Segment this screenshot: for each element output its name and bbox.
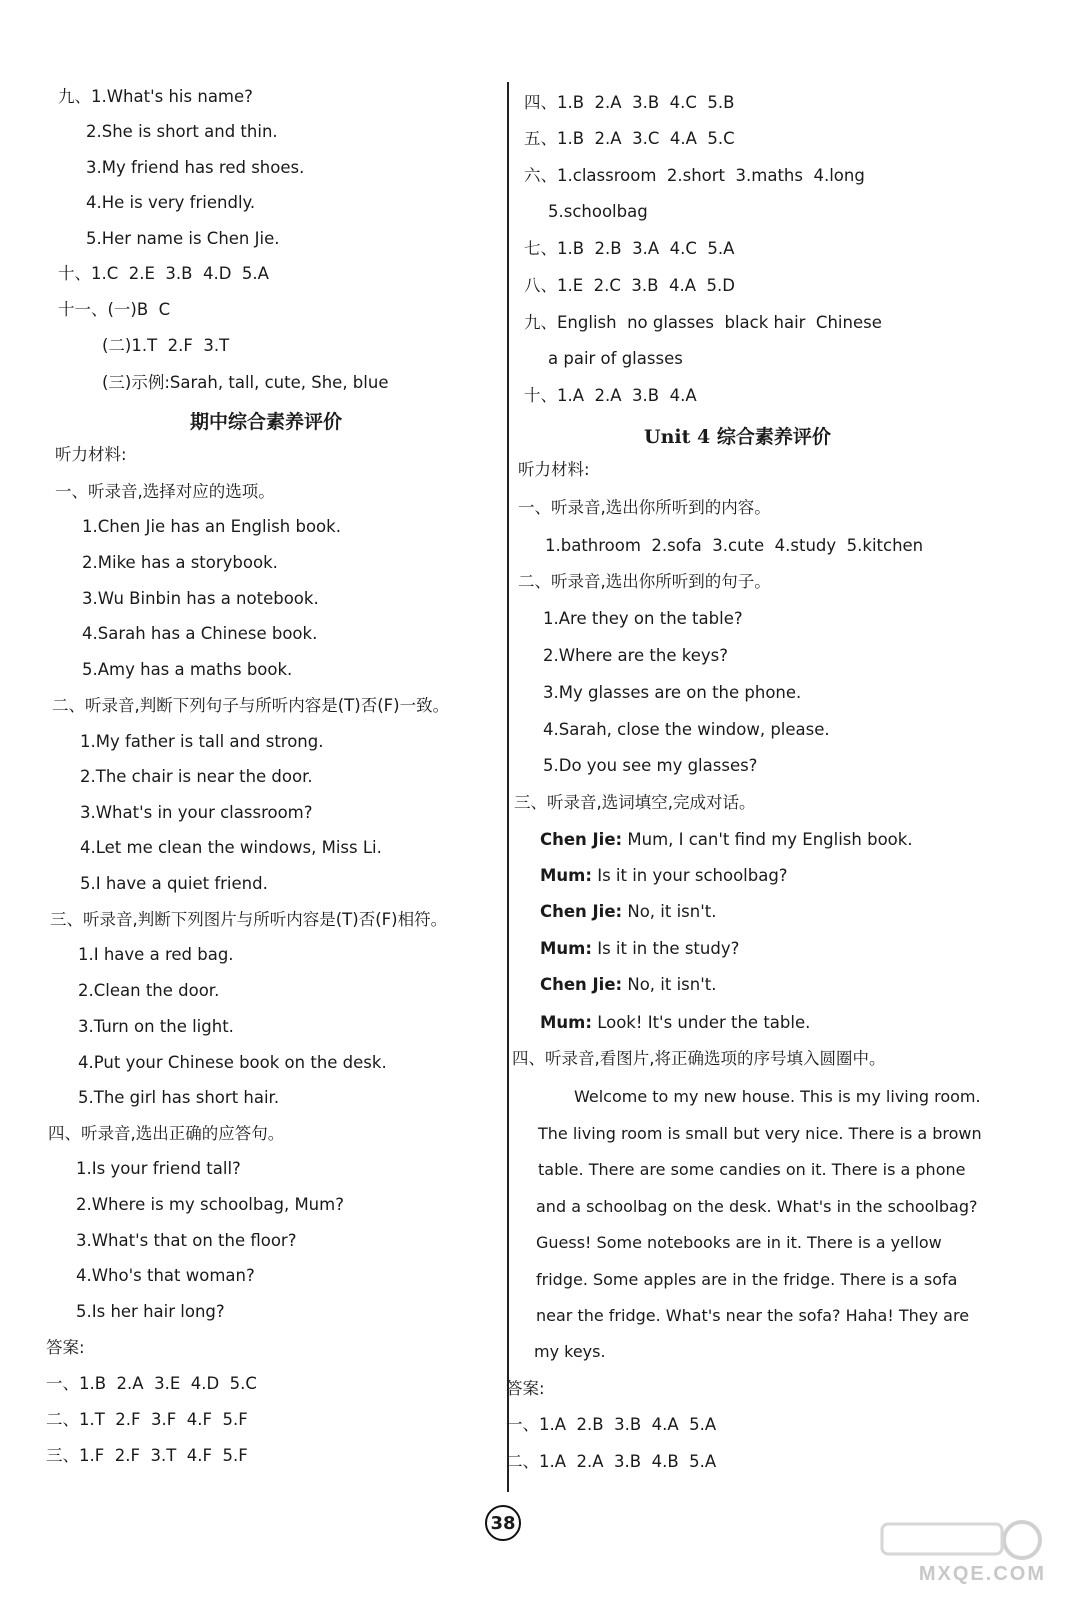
text-line: 2.She is short and thin. bbox=[86, 122, 278, 141]
text-line: 4.Who's that woman? bbox=[76, 1266, 255, 1285]
text-line: 1.Chen Jie has an English book. bbox=[82, 517, 341, 536]
text-line: 1.bathroom 2.sofa 3.cute 4.study 5.kitchen bbox=[545, 536, 924, 555]
answer-line: 5.schoolbag bbox=[548, 202, 648, 221]
answer-line: a pair of glasses bbox=[548, 349, 683, 368]
text-line: 答案: bbox=[46, 1338, 85, 1357]
passage-line: fridge. Some apples are in the fridge. There is a sofa bbox=[536, 1270, 958, 1289]
passage-line: my keys. bbox=[534, 1342, 606, 1361]
text-line: 1.My father is tall and strong. bbox=[80, 732, 324, 751]
text-line: 2.Where is my schoolbag, Mum? bbox=[76, 1195, 344, 1214]
text-line: 5.I have a quiet friend. bbox=[80, 874, 268, 893]
text-line: 5.Is her hair long? bbox=[76, 1302, 225, 1321]
text-line: 4.Put your Chinese book on the desk. bbox=[78, 1053, 387, 1072]
answer-line: 四、1.B 2.A 3.B 4.C 5.B bbox=[524, 93, 735, 112]
dialogue-line bbox=[540, 938, 739, 960]
answer-line: 三、1.F 2.F 3.T 4.F 5.F bbox=[46, 1446, 248, 1465]
text-line: 4.Sarah has a Chinese book. bbox=[82, 624, 318, 643]
section-heading: 期中综合素养评价 bbox=[190, 411, 343, 433]
text-line: 二、听录音,选出你所听到的句子。 bbox=[518, 572, 771, 591]
answer-line: 一、1.B 2.A 3.E 4.D 5.C bbox=[46, 1374, 257, 1393]
text-line: 2.Clean the door. bbox=[78, 981, 220, 1000]
page-number: 38 bbox=[485, 1505, 521, 1541]
text-line: 九、1.What's his name? bbox=[58, 87, 253, 106]
text-line: 3.What's in your classroom? bbox=[80, 803, 313, 822]
text-line: 1.Is your friend tall? bbox=[76, 1159, 241, 1178]
text-line: 3.My friend has red shoes. bbox=[86, 158, 305, 177]
dialogue-line bbox=[540, 865, 788, 887]
text-line: 一、听录音,选出你所听到的内容。 bbox=[518, 498, 771, 517]
answer-line: 七、1.B 2.B 3.A 4.C 5.A bbox=[524, 239, 735, 258]
speaker: Mum: bbox=[540, 866, 592, 885]
text-line: 3.My glasses are on the phone. bbox=[543, 683, 802, 702]
text-line: (二)1.T 2.F 3.T bbox=[102, 336, 230, 355]
text-line: 一、听录音,选择对应的选项。 bbox=[55, 482, 275, 501]
speaker: Mum: bbox=[540, 1013, 592, 1032]
answer-line: 八、1.E 2.C 3.B 4.A 5.D bbox=[524, 276, 735, 295]
text-line: 十、1.C 2.E 3.B 4.D 5.A bbox=[58, 264, 269, 283]
speaker: Mum: bbox=[540, 939, 592, 958]
text-line: 4.Sarah, close the window, please. bbox=[543, 720, 830, 739]
text-line: 4.Let me clean the windows, Miss Li. bbox=[80, 838, 382, 857]
answer-line: 五、1.B 2.A 3.C 4.A 5.C bbox=[524, 129, 735, 148]
text-line: 4.He is very friendly. bbox=[86, 193, 256, 212]
text-line: 3.What's that on the floor? bbox=[76, 1231, 297, 1250]
answer-line: 九、English no glasses black hair Chinese bbox=[524, 313, 882, 332]
answer-line: 十、1.A 2.A 3.B 4.A bbox=[524, 386, 697, 405]
watermark-text: MXQE.COM bbox=[918, 1563, 1046, 1585]
text-line: 3.Wu Binbin has a notebook. bbox=[82, 589, 319, 608]
answer-line: 一、1.A 2.B 3.B 4.A 5.A bbox=[506, 1415, 717, 1434]
text-line: 2.Where are the keys? bbox=[543, 646, 728, 665]
speaker: Chen Jie: bbox=[540, 902, 623, 921]
text-line: 答案: bbox=[506, 1379, 545, 1398]
text-line: 5.Her name is Chen Jie. bbox=[86, 229, 280, 248]
section-heading: Unit 4 综合素养评价 bbox=[644, 426, 831, 448]
speaker: Chen Jie: bbox=[540, 830, 623, 849]
text-line: 2.The chair is near the door. bbox=[80, 767, 313, 786]
text-line: 二、听录音,判断下列句子与所听内容是(T)否(F)一致。 bbox=[52, 696, 450, 715]
text-line: 十一、(一)B C bbox=[58, 300, 171, 319]
text-line: 5.The girl has short hair. bbox=[78, 1088, 280, 1107]
utterance: Look! It's under the table. bbox=[591, 1013, 811, 1032]
passage-line: near the fridge. What's near the sofa? Haha! They are bbox=[536, 1306, 970, 1325]
speaker: Chen Jie: bbox=[540, 975, 623, 994]
utterance: No, it isn't. bbox=[622, 975, 717, 994]
dialogue-line bbox=[540, 974, 716, 996]
dialogue-line bbox=[540, 901, 716, 923]
text-line: 3.Turn on the light. bbox=[78, 1017, 234, 1036]
text-line: 四、听录音,看图片,将正确选项的序号填入圆圈中。 bbox=[512, 1049, 886, 1068]
passage-line: table. There are some candies on it. There is a phone bbox=[538, 1160, 966, 1179]
utterance: Is it in the study? bbox=[591, 939, 740, 958]
passage-line: and a schoolbag on the desk. What's in the schoolbag? bbox=[536, 1197, 978, 1216]
utterance: Mum, I can't find my English book. bbox=[622, 830, 913, 849]
passage-line: The living room is small but very nice. There is a brown bbox=[538, 1124, 982, 1143]
text-line: 2.Mike has a storybook. bbox=[82, 553, 278, 572]
dialogue-line bbox=[540, 829, 913, 851]
answer-line: 六、1.classroom 2.short 3.maths 4.long bbox=[524, 166, 865, 185]
text-line: 听力材料: bbox=[518, 460, 590, 479]
dialogue-line bbox=[540, 1012, 810, 1034]
answer-line: 二、1.T 2.F 3.F 4.F 5.F bbox=[46, 1410, 248, 1429]
text-line: 三、听录音,判断下列图片与所听内容是(T)否(F)相符。 bbox=[50, 910, 448, 929]
text-line: 听力材料: bbox=[55, 445, 127, 464]
text-line: 四、听录音,选出正确的应答句。 bbox=[48, 1124, 285, 1143]
column-divider bbox=[507, 82, 509, 1492]
utterance: No, it isn't. bbox=[622, 902, 717, 921]
text-line: 1.Are they on the table? bbox=[543, 609, 743, 628]
text-line: 1.I have a red bag. bbox=[78, 945, 234, 964]
passage-line: Welcome to my new house. This is my living room. bbox=[574, 1087, 981, 1106]
text-line: 三、听录音,选词填空,完成对话。 bbox=[514, 793, 756, 812]
text-line: (三)示例:Sarah, tall, cute, She, blue bbox=[102, 373, 389, 392]
utterance: Is it in your schoolbag? bbox=[591, 866, 788, 885]
passage-line: Guess! Some notebooks are in it. There is a yellow bbox=[536, 1233, 942, 1252]
text-line: 5.Amy has a maths book. bbox=[82, 660, 293, 679]
text-line: 5.Do you see my glasses? bbox=[543, 756, 758, 775]
answer-line: 二、1.A 2.A 3.B 4.B 5.A bbox=[506, 1452, 717, 1471]
